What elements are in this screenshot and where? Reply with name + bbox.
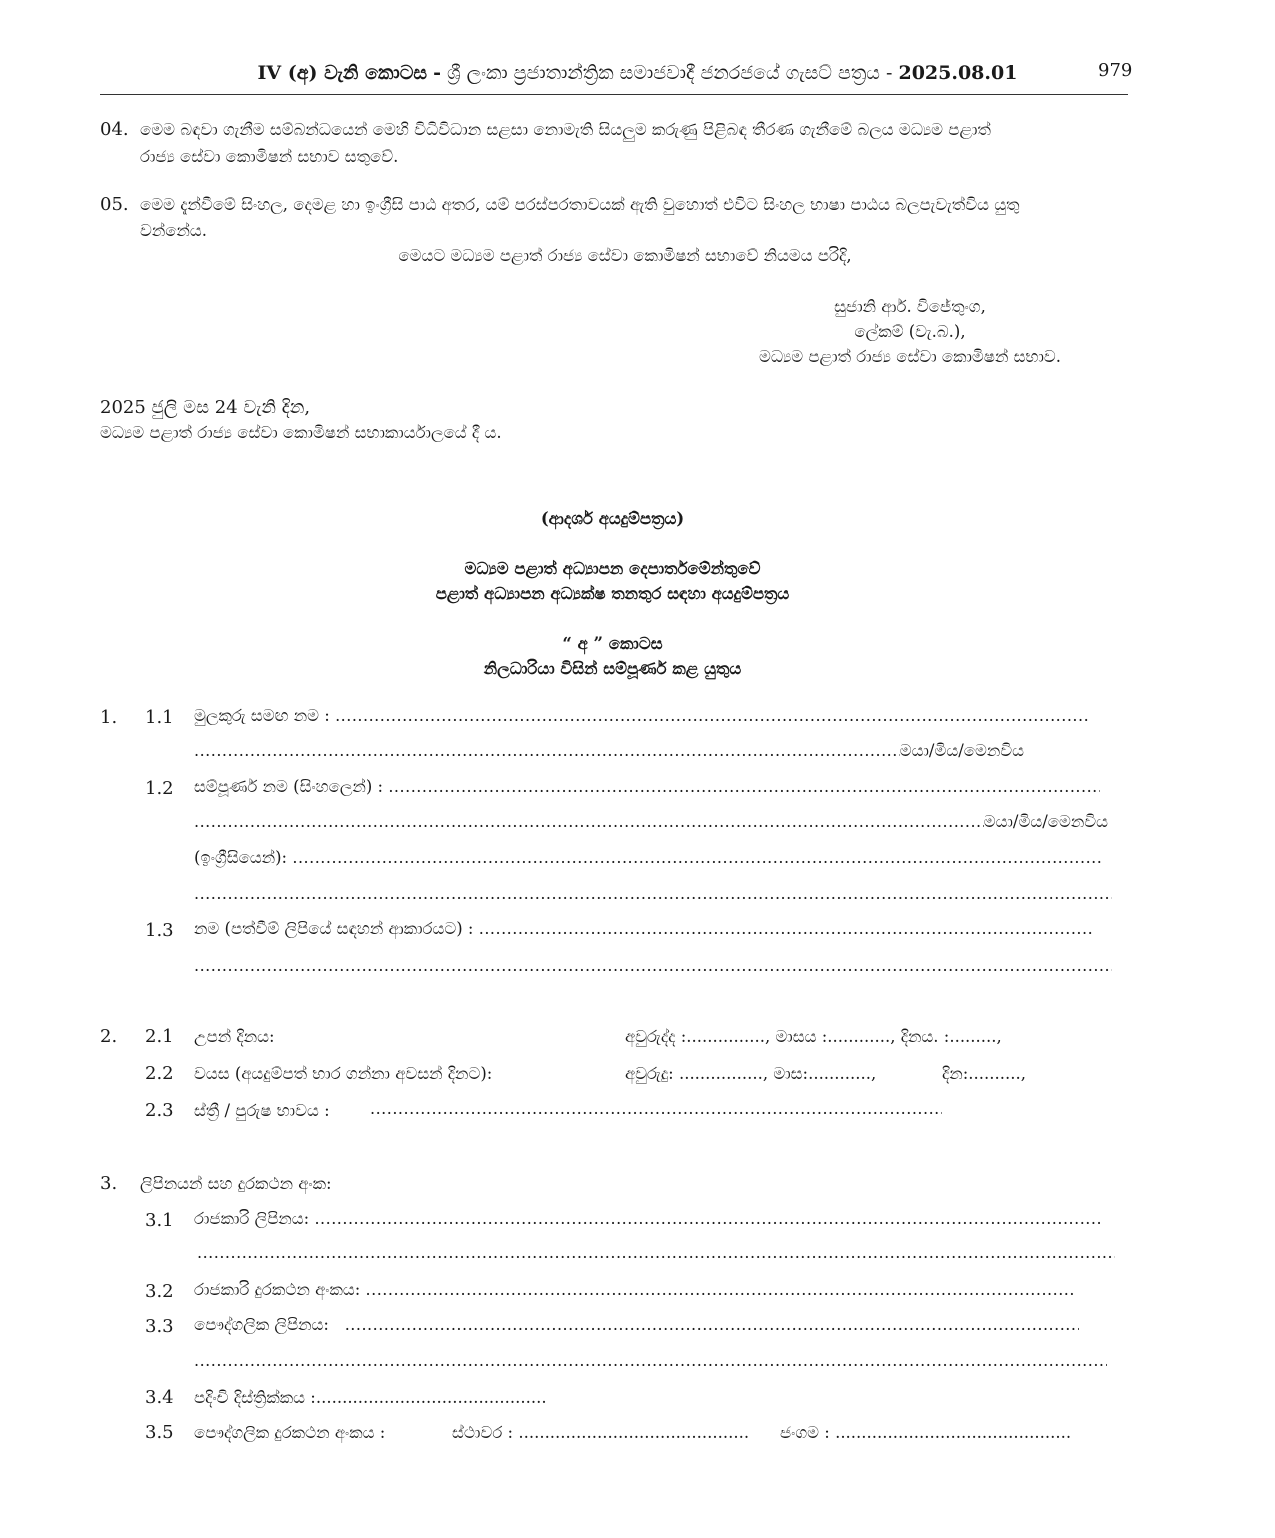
- item-1-1-label: මුලකුරු සමඟ නම :: [194, 706, 330, 725]
- clause-04-number: 04.: [100, 119, 129, 140]
- item-3-4-number: 3.4: [145, 1387, 174, 1408]
- item-3-1-label: රාජකාරි ලිපිනය:: [194, 1209, 310, 1228]
- item-2-3-number: 2.3: [145, 1100, 174, 1121]
- item-3-2-number: 3.2: [145, 1281, 174, 1302]
- item-2-2-label: වයස (අයදුම්පත් භාර ගන්නා අවසන් දිනට):: [194, 1064, 493, 1083]
- item-1-3-number: 1.3: [145, 920, 174, 941]
- item-2-3-row: [370, 1099, 942, 1118]
- item-2-2-fields-b[interactable]: දින:..........,: [942, 1064, 1026, 1083]
- item-3-4-label[interactable]: පදිංචි දිස්ත්‍රික්කය :............................................: [194, 1388, 547, 1407]
- item-1-3-row: [194, 919, 1094, 939]
- item-1-2-field[interactable]: [388, 777, 1100, 796]
- item-1-3-field[interactable]: [479, 919, 1094, 938]
- section-1-number: 1.: [100, 707, 118, 728]
- item-2-1-number: 2.1: [145, 1026, 174, 1047]
- clause-05-line1: මෙම දැන්වීමේ සිංහල, දෙමළ හා ඉංග්‍රීසි පාඨ අතර, යම් පරස්පරතාවයක් ඇති වුහොත් එවිට සිංහල භාෂා පාඨය බලපැවැත්විය යුතු: [140, 195, 1020, 214]
- item-1-1-row: [194, 706, 1089, 726]
- item-3-1-number: 3.1: [145, 1210, 174, 1231]
- gazette-header: [0, 62, 1275, 84]
- clause-05-line2: වන්නේය.: [140, 221, 208, 240]
- item-3-1-row2: [197, 1243, 1115, 1262]
- item-3-3-field[interactable]: [345, 1315, 1079, 1334]
- item-3-3-number: 3.3: [145, 1316, 174, 1337]
- header-part: IV (අ) වැනි කොටස: [257, 62, 428, 84]
- clause-04-line2: රාජ්‍ය සේවා කොමිෂන් සභාව සතුවේ.: [140, 147, 399, 166]
- order-line: මෙයට මධ්‍යම පළාත් රාජ්‍ය සේවා කොමිෂන් සභාවේ නියමය පරිදි,: [398, 246, 852, 265]
- item-3-3-row2: [194, 1351, 1107, 1370]
- item-2-2-fields-a[interactable]: අවුරුදු: ................, මාස:............,: [625, 1064, 877, 1083]
- item-2-1-fields[interactable]: අවුරුද්ද :..............., මාසය :............, දිනය. :.........,: [625, 1027, 1002, 1046]
- item-1-2-english-field2[interactable]: [194, 884, 1112, 903]
- header-title: ශ්‍රී ලංකා ප්‍රජාතාන්ත්‍රික සමාජවාදී ජනරජයේ ගැසට් පත්‍රය -: [447, 62, 893, 84]
- form-model-title: (ආදර්ශ අයදුම්පත්‍රය): [540, 509, 685, 528]
- form-title-line2: පළාත් අධ්‍යාපන අධ්‍යක්ෂ තනතුර සඳහා අයදුම්පත්‍රය: [435, 584, 790, 603]
- item-1-1-field[interactable]: [335, 706, 1089, 725]
- item-1-2-english-label: (ඉංග්‍රීසියෙන්):: [194, 848, 288, 867]
- item-1-1-number: 1.1: [145, 707, 174, 728]
- clause-05-number: 05.: [100, 194, 129, 215]
- item-1-2-row: [194, 777, 1100, 797]
- form-part: “ අ ” කොටස: [562, 634, 663, 653]
- item-1-3-row2: [194, 956, 1112, 975]
- form-instruction: නිලධාරියා විසින් සම්පූර්ණ කළ යුතුය: [483, 659, 742, 678]
- section-3-number: 3.: [100, 1173, 118, 1194]
- item-2-3-label: ස්ත්‍රී / පුරුෂ භාවය :: [194, 1101, 330, 1120]
- item-3-5-label: පෞද්ගලික දුරකථන අංකය :: [194, 1423, 386, 1442]
- signatory-name: සුජානි ආර්. විජේතුංග,: [834, 297, 986, 316]
- item-1-2-english-row2: [194, 884, 1112, 903]
- item-1-2-label: සම්පූර්ණ නම (සිංහලෙන්) :: [194, 777, 384, 796]
- item-3-1-field[interactable]: [314, 1209, 1100, 1228]
- section-2-number: 2.: [100, 1026, 118, 1047]
- section-3-heading: ලිපිනයන් සහ දුරකථන අංක:: [140, 1174, 332, 1193]
- header-sep: -: [433, 62, 441, 84]
- header-date: 2025.08.01: [898, 62, 1018, 84]
- item-1-2-english-field[interactable]: [292, 848, 1102, 867]
- item-3-3-field2[interactable]: [194, 1351, 1107, 1370]
- header-rule: [100, 94, 1128, 95]
- item-3-2-field[interactable]: [366, 1280, 1076, 1299]
- signatory-org: මධ්‍යම පළාත් රාජ්‍ය සේවා කොමිෂන් සභාව.: [758, 347, 1061, 366]
- signatory-title: ලේකම් (වැ.බ.),: [854, 322, 966, 341]
- item-1-3-field2[interactable]: [194, 956, 1112, 975]
- item-2-3-field[interactable]: [370, 1099, 942, 1118]
- item-1-2-suffix: මයා/මිය/මෙනවිය: [983, 812, 1108, 831]
- page-number: 979: [1098, 60, 1133, 81]
- item-3-5-mobile[interactable]: ජංගම : .............................................: [780, 1423, 1072, 1442]
- item-3-2-label: රාජකාරි දුරකථන අංකය:: [194, 1280, 361, 1299]
- issue-date: 2025 ජුලි මස 24 වැනි දින,: [100, 397, 311, 418]
- item-2-2-number: 2.2: [145, 1063, 174, 1084]
- clause-04-line1: මෙම බඳවා ගැනීම සම්බන්ධයෙන් මෙහි විධිවිධාන සළසා නොමැති සියලුම කරුණු පිළිබඳ තීරණ ගැනීමේ බලය මධ්‍යම පළාත්: [140, 120, 991, 139]
- item-1-2-number: 1.2: [145, 778, 174, 799]
- item-1-1-suffix: මයා/මිය/මෙනවිය: [899, 741, 1024, 760]
- item-3-3-row: [194, 1315, 1079, 1335]
- item-2-1-label: උපන් දිනය:: [194, 1027, 275, 1046]
- item-3-3-label: පෞද්ගලික ලිපිනය:: [194, 1315, 329, 1334]
- item-1-1-field2[interactable]: [194, 741, 900, 760]
- form-title-line1: මධ්‍යම පළාත් අධ්‍යාපන දෙපාර්තමේන්තුවේ: [464, 559, 761, 578]
- item-3-1-row: [194, 1209, 1100, 1229]
- item-3-1-field2[interactable]: [197, 1243, 1115, 1262]
- item-1-1-row2: [194, 741, 1024, 761]
- item-1-2-field2[interactable]: [194, 812, 984, 831]
- issue-place: මධ්‍යම පළාත් රාජ්‍ය සේවා කොමිෂන් සභාකාර්යාලයේ දී ය.: [100, 423, 502, 442]
- item-1-2-row2: [194, 812, 1108, 832]
- item-3-5-fixed[interactable]: ස්ථාවර : ............................................: [452, 1423, 750, 1442]
- item-3-5-number: 3.5: [145, 1422, 174, 1443]
- item-1-3-label: නම (පත්වීම් ලිපියේ සඳහන් ආකාරයට) :: [194, 919, 474, 938]
- item-3-2-row: [194, 1280, 1076, 1300]
- item-1-2-english-row: [194, 848, 1102, 868]
